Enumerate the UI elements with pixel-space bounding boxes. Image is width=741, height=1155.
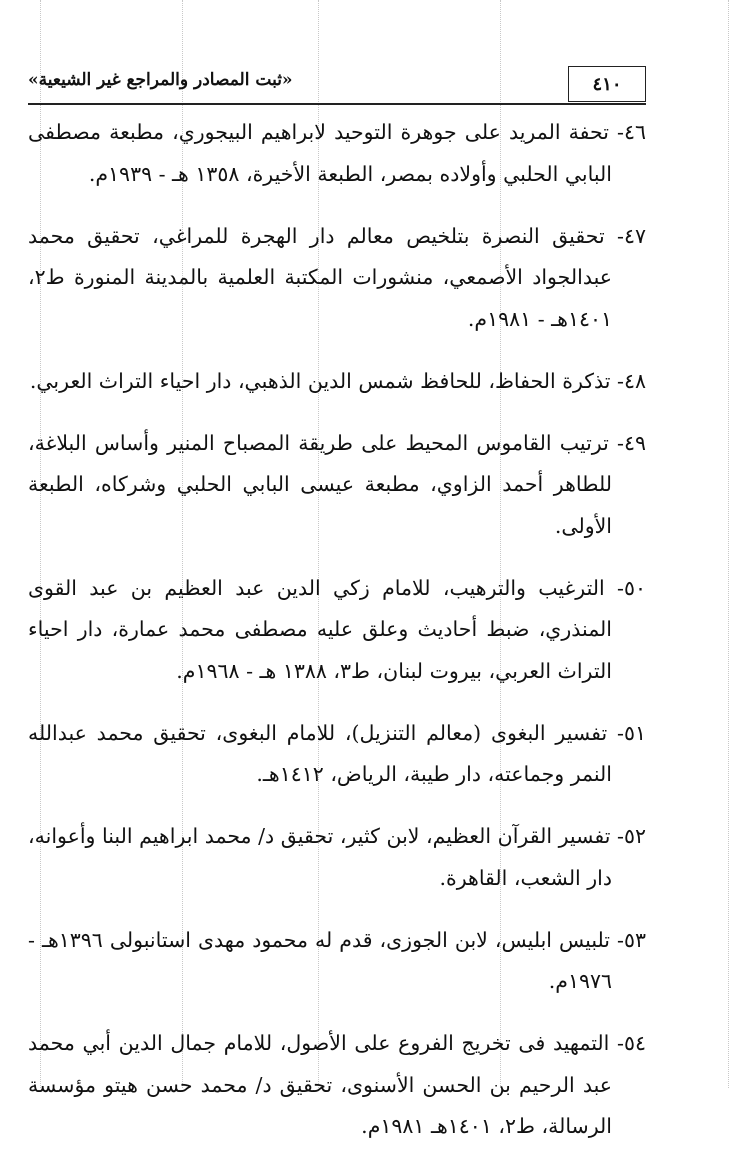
header-divider [28,103,646,105]
page-number: ٤١٠ [568,66,646,102]
page-header [28,60,646,104]
bibliography-list [28,112,646,1155]
bibliography-entry: ٤٩- ترتيب القاموس المحيط على طريقة المصباح المنير وأساس البلاغة، للطاهر أحمد الزاوي، مطبعة عيسى البابي الحلبي وشركاه، الطبعة الأولى. [28,430,646,538]
bibliography-entry: ٥٣- تلبيس ابليس، لابن الجوزى، قدم له محمود مهدى استانبولى ١٣٩٦هـ - ١٩٧٦م. [28,927,646,993]
bibliography-entry: ٤٧- تحقيق النصرة بتلخيص معالم دار الهجرة للمراغي، تحقيق محمد عبدالجواد الأصمعي، منشورات المكتبة العلمية بالمدينة المنورة ط٢، ١٤٠١هـ - ١٩٨١م. [28,223,646,331]
bibliography-entry: ٥٠- الترغيب والترهيب، للامام زكي الدين عبد العظيم بن عبد القوى المنذري، ضبط أحاديث وعلق عليه مصطفى محمد عمارة، دار احياء التراث العربي، بيروت لبنان، ط٣، ١٣٨٨ هـ - ١٩٦٨م. [28,575,646,683]
bibliography-entry: ٤٨- تذكرة الحفاظ، للحافظ شمس الدين الذهبي، دار احياء التراث العربي. [29,368,646,393]
bibliography-entry: ٥٢- تفسير القرآن العظيم، لابن كثير، تحقيق د/ محمد ابراهيم البنا وأعوانه، دار الشعب، القاهرة. [28,824,646,890]
bibliography-entry: ٥٤- التمهيد فى تخريج الفروع على الأصول، للامام جمال الدين أبي محمد عبد الرحيم بن الحسن الأسنوى، تحقيق د/ محمد حسن هيتو مؤسسة الرسالة، ط٢، ١٤٠١هـ ١٩٨١م. [28,1031,646,1138]
bibliography-entry: ٥١- تفسير البغوى (معالم التنزيل)، للامام البغوى، تحقيق محمد عبدالله النمر وجماعته، دار طيبة، الرياض، ١٤١٢هـ. [28,720,646,786]
running-title: «ثبت المصادر والمراجع غير الشيعية» [28,70,293,90]
scan-noise-line [728,0,729,1088]
bibliography-entry: ٤٦- تحفة المريد على جوهرة التوحيد لابراهيم البيجوري، مطبعة مصطفى البابي الحلبي وأولاده بمصر، الطبعة الأخيرة، ١٣٥٨ هـ - ١٩٣٩م. [28,120,646,186]
